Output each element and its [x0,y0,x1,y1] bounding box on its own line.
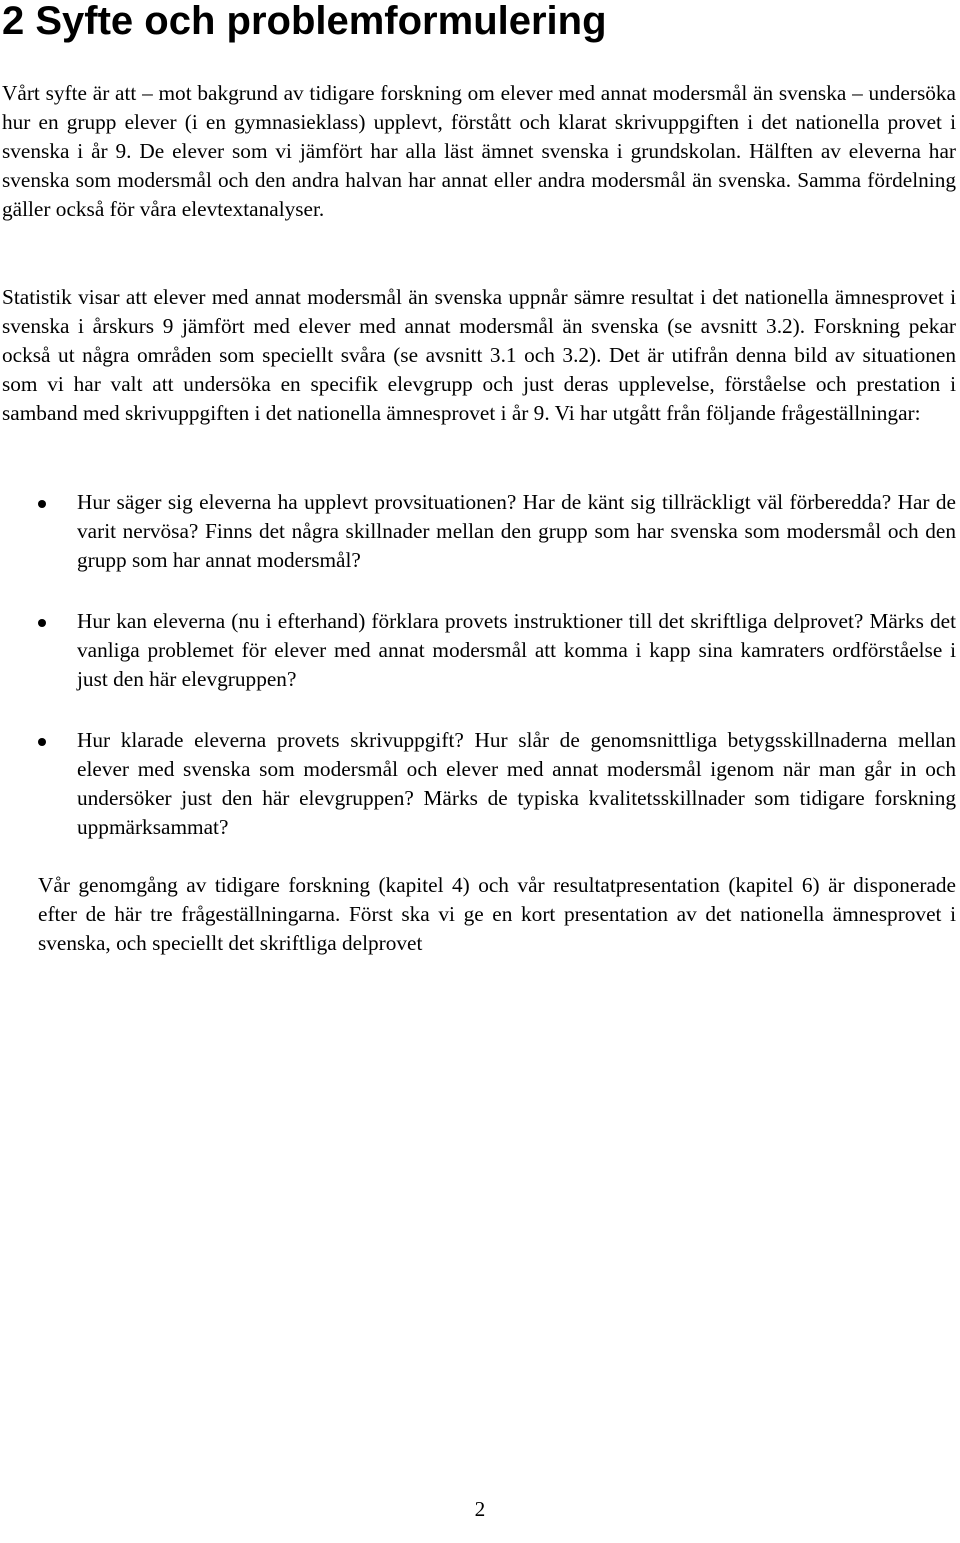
bullet-icon [38,619,46,627]
paragraph-disposition: Vår genomgång av tidigare forskning (kapitel 4) och vår resultatpresentation (kapitel 6) är disponerade efter de här tre frågeställningarna. Först ska vi ge en kort presentation av det nationella ämnesprovet i svenska, och speciellt det skriftliga delprovet [38,873,956,955]
list-item [0,488,960,575]
paragraph-statistics: Statistik visar att elever med annat modersmål än svenska uppnår sämre resultat i det nationella ämnesprovet i svenska i årskurs 9 jämfört med elever med annat modersmål än svenska (se avsnitt 3.2). Forskning pekar också ut några områden som speciellt svåra (se avsnitt 3.1 och 3.2). Det är utifrån denna bild av situationen som vi har valt att undersöka en specifik elevgrupp och just deras upplevelse, förståelse och prestation i samband med skrivuppgiften i det nationella ämnesprovet i år 9. Vi har utgått från följande frågeställningar: [2,285,956,425]
research-questions-list [0,488,960,874]
question-text: Hur klarade eleverna provets skrivuppgift? Hur slår de genomsnittliga betygsskillnaderna mellan elever med svenska som modersmål och elever med annat modersmål igenom när man går in och undersöker just den här elevgruppen? Märks de typiska kvalitetsskillnader som tidigare forskning uppmärksammat? [77,728,956,839]
page-number: 2 [474,1497,486,1521]
question-text: Hur säger sig eleverna ha upplevt provsituationen? Har de känt sig tillräckligt väl förberedda? Har de varit nervösa? Finns det några skillnader mellan den grupp som har svenska som modersmål och den grupp som har annat modersmål? [77,490,956,572]
section-heading: 2 Syfte och problemformulering [2,0,607,43]
list-item [0,726,960,842]
bullet-icon [38,738,46,746]
paragraph-purpose: Vårt syfte är att – mot bakgrund av tidigare forskning om elever med annat modersmål än svenska – undersöka hur en grupp elever (i en gymnasieklass) upplevt, förstått och klarat skrivuppgiften i det nationella provet i svenska i år 9. De elever som vi jämfört har alla läst ämnet svenska i grundskolan. Hälften av eleverna har svenska som modersmål och den andra halvan har annat eller andra modersmål än svenska. Samma fördelning gäller också för våra elevtextanalyser. [2,81,956,221]
question-text: Hur kan eleverna (nu i efterhand) förklara provets instruktioner till det skriftliga delprovet? Märks det vanliga problemet för elever med annat modersmål att komma i kapp sina kamraters ordförståelse i just den här elevgruppen? [77,609,956,691]
bullet-icon [38,500,46,508]
list-item [0,607,960,694]
